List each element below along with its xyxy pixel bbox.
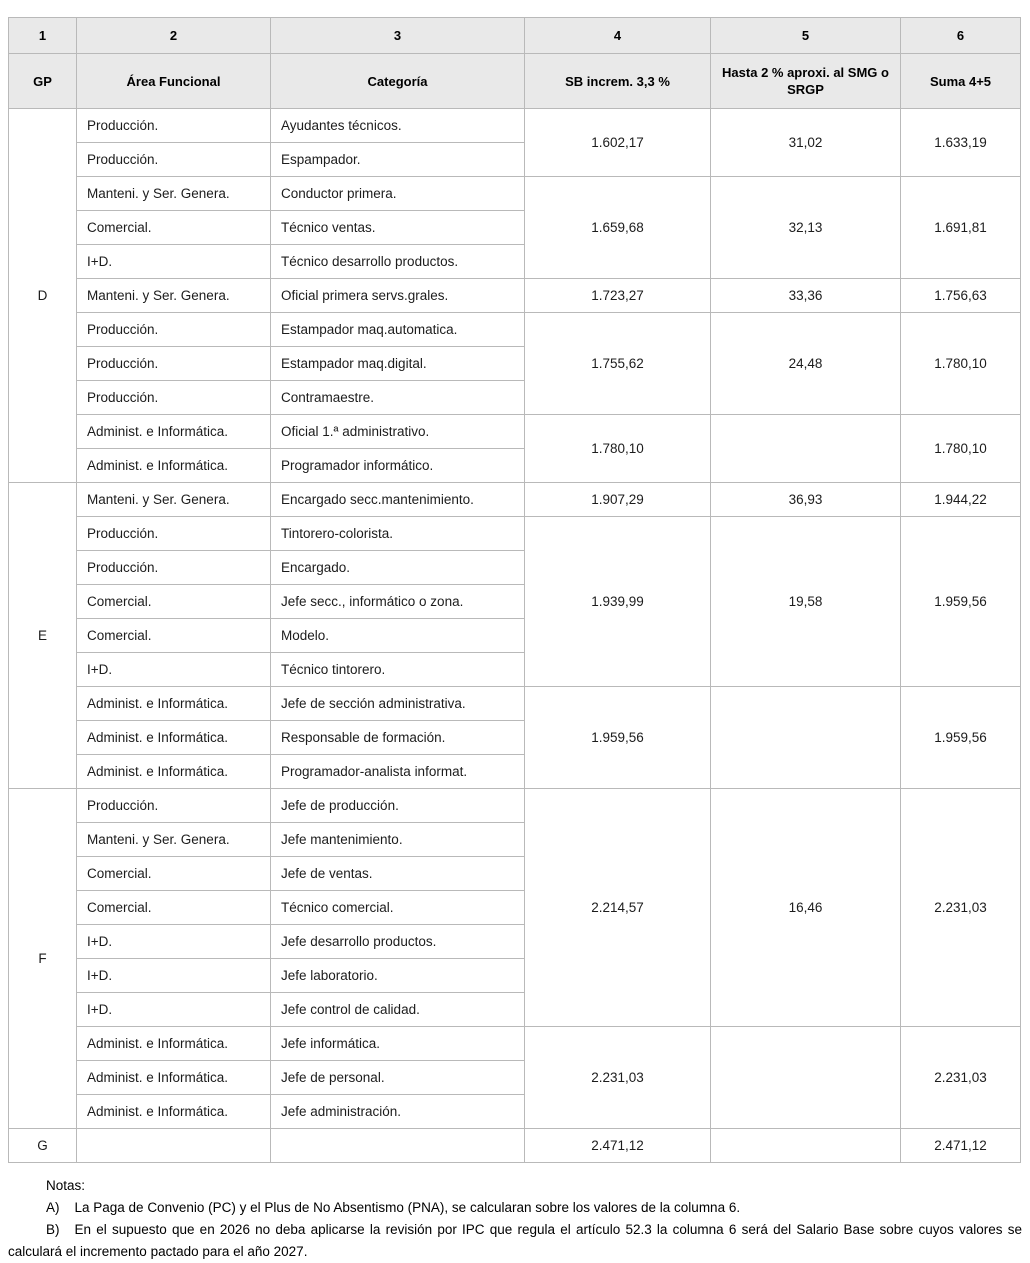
area-cell: Producción. <box>77 313 271 347</box>
column-header-hasta: Hasta 2 % aproxi. al SMG o SRGP <box>711 54 901 109</box>
note-a-label: A) <box>46 1200 60 1215</box>
categoria-cell: Encargado secc.mantenimiento. <box>271 483 525 517</box>
categoria-cell: Jefe control de calidad. <box>271 993 525 1027</box>
categoria-cell: Técnico tintorero. <box>271 653 525 687</box>
suma-cell: 2.231,03 <box>901 789 1021 1027</box>
gp-cell-G: G <box>9 1129 77 1163</box>
area-cell: Administ. e Informática. <box>77 449 271 483</box>
categoria-cell: Responsable de formación. <box>271 721 525 755</box>
header-row-numbers <box>9 18 1021 54</box>
suma-cell: 1.959,56 <box>901 517 1021 687</box>
hasta-cell: 31,02 <box>711 109 901 177</box>
area-cell: Comercial. <box>77 585 271 619</box>
categoria-cell: Ayudantes técnicos. <box>271 109 525 143</box>
area-cell: I+D. <box>77 925 271 959</box>
categoria-cell: Contramaestre. <box>271 381 525 415</box>
categoria-cell: Jefe desarrollo productos. <box>271 925 525 959</box>
column-number-hasta: 5 <box>711 18 901 54</box>
sb-cell: 1.780,10 <box>525 415 711 483</box>
categoria-cell: Oficial 1.ª administrativo. <box>271 415 525 449</box>
sb-cell: 2.231,03 <box>525 1027 711 1129</box>
categoria-cell: Estampador maq.digital. <box>271 347 525 381</box>
gp-cell-E: E <box>9 483 77 789</box>
area-cell: Administ. e Informática. <box>77 721 271 755</box>
sb-cell: 1.602,17 <box>525 109 711 177</box>
area-cell: Manteni. y Ser. Genera. <box>77 483 271 517</box>
column-number-area: 2 <box>77 18 271 54</box>
hasta-cell <box>711 687 901 789</box>
area-cell: Producción. <box>77 381 271 415</box>
column-number-categoria: 3 <box>271 18 525 54</box>
area-cell: Producción. <box>77 143 271 177</box>
area-cell: Administ. e Informática. <box>77 1061 271 1095</box>
categoria-cell: Jefe de ventas. <box>271 857 525 891</box>
note-a-text: La Paga de Convenio (PC) y el Plus de No Absentismo (PNA), se calcularan sobre los valores de la columna 6. <box>74 1200 741 1215</box>
column-header-suma: Suma 4+5 <box>901 54 1021 109</box>
area-cell: Producción. <box>77 789 271 823</box>
area-cell: Producción. <box>77 551 271 585</box>
sb-cell: 1.723,27 <box>525 279 711 313</box>
table-row <box>9 1027 1021 1061</box>
table-row <box>9 483 1021 517</box>
column-header-sb: SB increm. 3,3 % <box>525 54 711 109</box>
suma-cell: 1.780,10 <box>901 415 1021 483</box>
table-row <box>9 789 1021 823</box>
categoria-cell: Espampador. <box>271 143 525 177</box>
table-row <box>9 313 1021 347</box>
area-cell: I+D. <box>77 959 271 993</box>
table-row <box>9 109 1021 143</box>
table-body <box>9 109 1021 1163</box>
sb-cell: 2.471,12 <box>525 1129 711 1163</box>
categoria-cell: Jefe de sección administrativa. <box>271 687 525 721</box>
area-cell: Producción. <box>77 347 271 381</box>
table-row <box>9 1129 1021 1163</box>
table-header <box>9 18 1021 109</box>
categoria-cell: Programador informático. <box>271 449 525 483</box>
note-a <box>8 1197 1022 1219</box>
table-row <box>9 415 1021 449</box>
categoria-cell: Oficial primera servs.grales. <box>271 279 525 313</box>
area-cell: Comercial. <box>77 619 271 653</box>
suma-cell: 1.633,19 <box>901 109 1021 177</box>
area-cell: I+D. <box>77 245 271 279</box>
gp-cell-D: D <box>9 109 77 483</box>
categoria-cell: Técnico ventas. <box>271 211 525 245</box>
column-header-gp: GP <box>9 54 77 109</box>
suma-cell: 2.231,03 <box>901 1027 1021 1129</box>
hasta-cell: 24,48 <box>711 313 901 415</box>
area-cell: Manteni. y Ser. Genera. <box>77 177 271 211</box>
area-cell: Manteni. y Ser. Genera. <box>77 279 271 313</box>
suma-cell: 2.471,12 <box>901 1129 1021 1163</box>
area-cell: Administ. e Informática. <box>77 1027 271 1061</box>
column-header-area: Área Funcional <box>77 54 271 109</box>
table-row <box>9 517 1021 551</box>
suma-cell: 1.756,63 <box>901 279 1021 313</box>
sb-cell: 1.907,29 <box>525 483 711 517</box>
note-b <box>8 1219 1022 1263</box>
sb-cell: 1.959,56 <box>525 687 711 789</box>
note-b-label: B) <box>46 1222 60 1237</box>
sb-cell: 2.214,57 <box>525 789 711 1027</box>
suma-cell: 1.691,81 <box>901 177 1021 279</box>
categoria-cell: Jefe laboratorio. <box>271 959 525 993</box>
gp-cell-F: F <box>9 789 77 1129</box>
header-row-labels <box>9 54 1021 109</box>
hasta-cell: 19,58 <box>711 517 901 687</box>
hasta-cell: 33,36 <box>711 279 901 313</box>
column-number-suma: 6 <box>901 18 1021 54</box>
area-cell: Comercial. <box>77 211 271 245</box>
column-header-categoria: Categoría <box>271 54 525 109</box>
categoria-cell: Modelo. <box>271 619 525 653</box>
categoria-cell: Jefe informática. <box>271 1027 525 1061</box>
categoria-cell: Jefe de producción. <box>271 789 525 823</box>
area-cell: Administ. e Informática. <box>77 415 271 449</box>
hasta-cell: 32,13 <box>711 177 901 279</box>
categoria-cell: Técnico desarrollo productos. <box>271 245 525 279</box>
notes-section <box>8 1175 1022 1263</box>
categoria-cell: Encargado. <box>271 551 525 585</box>
hasta-cell <box>711 415 901 483</box>
area-cell: I+D. <box>77 653 271 687</box>
categoria-cell: Estampador maq.automatica. <box>271 313 525 347</box>
categoria-cell: Programador-analista informat. <box>271 755 525 789</box>
categoria-cell: Técnico comercial. <box>271 891 525 925</box>
column-number-gp: 1 <box>9 18 77 54</box>
salary-table <box>8 17 1021 1163</box>
hasta-cell <box>711 1027 901 1129</box>
sb-cell: 1.939,99 <box>525 517 711 687</box>
area-cell: Comercial. <box>77 891 271 925</box>
suma-cell: 1.959,56 <box>901 687 1021 789</box>
column-number-sb: 4 <box>525 18 711 54</box>
area-cell: Producción. <box>77 109 271 143</box>
categoria-cell: Jefe mantenimiento. <box>271 823 525 857</box>
categoria-cell: Jefe administración. <box>271 1095 525 1129</box>
area-cell <box>77 1129 271 1163</box>
notes-title: Notas: <box>46 1178 86 1193</box>
hasta-cell: 16,46 <box>711 789 901 1027</box>
suma-cell: 1.944,22 <box>901 483 1021 517</box>
categoria-cell: Tintorero-colorista. <box>271 517 525 551</box>
note-b-text: En el supuesto que en 2026 no deba aplicarse la revisión por IPC que regula el artículo 52.3 la columna 6 será del Salario Base sobre cuyos valores se calculará el incremento pactado para el año 2027. <box>8 1222 1022 1259</box>
table-row <box>9 687 1021 721</box>
hasta-cell <box>711 1129 901 1163</box>
area-cell: Producción. <box>77 517 271 551</box>
sb-cell: 1.755,62 <box>525 313 711 415</box>
categoria-cell: Jefe de personal. <box>271 1061 525 1095</box>
categoria-cell <box>271 1129 525 1163</box>
area-cell: Administ. e Informática. <box>77 1095 271 1129</box>
area-cell: Manteni. y Ser. Genera. <box>77 823 271 857</box>
categoria-cell: Jefe secc., informático o zona. <box>271 585 525 619</box>
area-cell: Administ. e Informática. <box>77 755 271 789</box>
hasta-cell: 36,93 <box>711 483 901 517</box>
area-cell: Comercial. <box>77 857 271 891</box>
table-row <box>9 279 1021 313</box>
suma-cell: 1.780,10 <box>901 313 1021 415</box>
table-row <box>9 177 1021 211</box>
area-cell: I+D. <box>77 993 271 1027</box>
categoria-cell: Conductor primera. <box>271 177 525 211</box>
sb-cell: 1.659,68 <box>525 177 711 279</box>
area-cell: Administ. e Informática. <box>77 687 271 721</box>
